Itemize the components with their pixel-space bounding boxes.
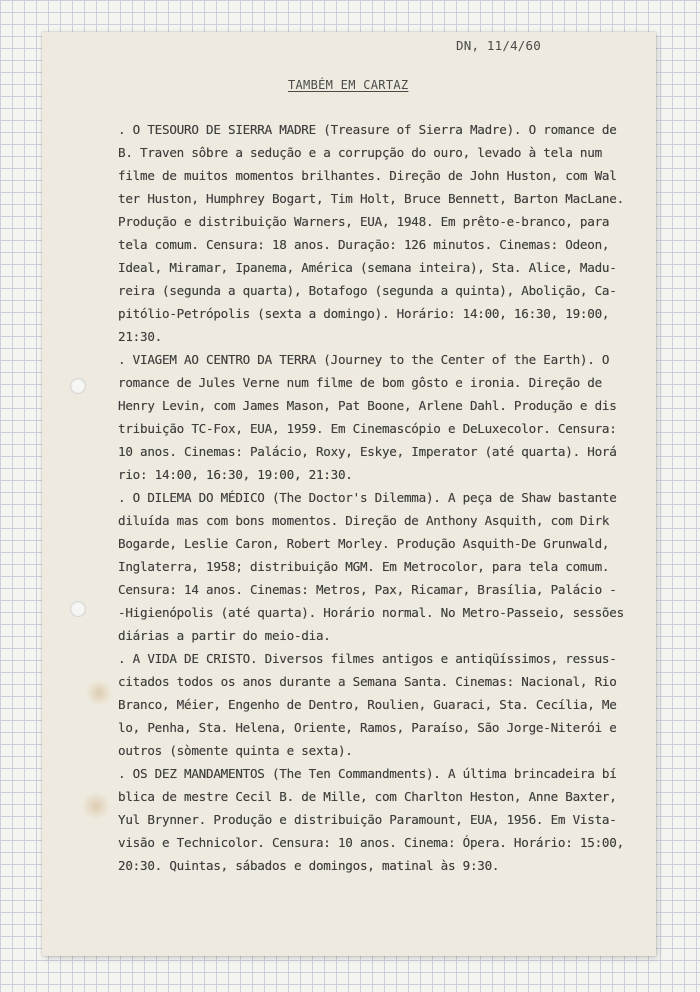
text-line: reira (segunda a quarta), Botafogo (segunda a quinta), Abolição, Ca- <box>118 283 617 298</box>
text-line: . O TESOURO DE SIERRA MADRE (Treasure of Sierra Madre). O romance de <box>118 122 617 137</box>
text-line: outros (sòmente quinta e sexta). <box>118 743 353 758</box>
text-line: visão e Technicolor. Censura: 10 anos. Cinema: Ópera. Horário: 15:00, <box>118 835 624 850</box>
text-line: Bogarde, Leslie Caron, Robert Morley. Produção Asquith-De Grunwald, <box>118 536 610 551</box>
text-line: Branco, Méier, Engenho de Dentro, Roulien, Guaraci, Sta. Cecília, Me <box>118 697 617 712</box>
paper-stain <box>86 680 112 706</box>
text-line: 20:30. Quintas, sábados e domingos, matinal às 9:30. <box>118 858 500 873</box>
text-line: 21:30. <box>118 329 162 344</box>
punch-hole <box>70 601 86 617</box>
punch-hole <box>70 378 86 394</box>
text-line: rio: 14:00, 16:30, 19:00, 21:30. <box>118 467 353 482</box>
text-line: tribuição TC-Fox, EUA, 1959. Em Cinemascópio e DeLuxecolor. Censura: <box>118 421 617 436</box>
text-line: Censura: 14 anos. Cinemas: Metros, Pax, Ricamar, Brasília, Palácio - <box>118 582 617 597</box>
text-line: pitólio-Petrópolis (sexta a domingo). Horário: 14:00, 16:30, 19:00, <box>118 306 610 321</box>
dateline: DN, 11/4/60 <box>456 38 541 53</box>
text-line: Inglaterra, 1958; distribuição MGM. Em Metrocolor, para tela comum. <box>118 559 610 574</box>
text-line: . A VIDA DE CRISTO. Diversos filmes antigos e antiqüíssimos, ressus- <box>118 651 617 666</box>
document-body <box>118 118 644 877</box>
text-line: Ideal, Miramar, Ipanema, América (semana inteira), Sta. Alice, Madu- <box>118 260 617 275</box>
text-line: Henry Levin, com James Mason, Pat Boone, Arlene Dahl. Produção e dis <box>118 398 617 413</box>
text-line: tela comum. Censura: 18 anos. Duração: 126 minutos. Cinemas: Odeon, <box>118 237 610 252</box>
text-line: Yul Brynner. Produção e distribuição Paramount, EUA, 1956. Em Vista- <box>118 812 617 827</box>
text-line: 10 anos. Cinemas: Palácio, Roxy, Eskye, Imperator (até quarta). Horá <box>118 444 617 459</box>
text-line: . O DILEMA DO MÉDICO (The Doctor's Dilemma). A peça de Shaw bastante <box>118 490 617 505</box>
paper-stain <box>82 792 110 820</box>
text-line: citados todos os anos durante a Semana Santa. Cinemas: Nacional, Rio <box>118 674 617 689</box>
text-line: blica de mestre Cecil B. de Mille, com Charlton Heston, Anne Baxter, <box>118 789 617 804</box>
text-line: . OS DEZ MANDAMENTOS (The Ten Commandments). A última brincadeira bí <box>118 766 617 781</box>
text-line: . VIAGEM AO CENTRO DA TERRA (Journey to the Center of the Earth). O <box>118 352 610 367</box>
text-line: B. Traven sôbre a sedução e a corrupção do ouro, levado à tela num <box>118 145 602 160</box>
text-line: romance de Jules Verne num filme de bom gôsto e ironia. Direção de <box>118 375 602 390</box>
text-line: Produção e distribuição Warners, EUA, 1948. Em prêto-e-branco, para <box>118 214 610 229</box>
text-line: diárias a partir do meio-dia. <box>118 628 331 643</box>
text-line: filme de muitos momentos brilhantes. Direção de John Huston, com Wal <box>118 168 617 183</box>
text-line: ter Huston, Humphrey Bogart, Tim Holt, Bruce Bennett, Barton MacLane. <box>118 191 624 206</box>
typewritten-page <box>42 32 656 956</box>
page-title: TAMBÉM EM CARTAZ <box>288 78 409 92</box>
text-line: diluída mas com bons momentos. Direção de Anthony Asquith, com Dirk <box>118 513 610 528</box>
text-line: lo, Penha, Sta. Helena, Oriente, Ramos, Paraíso, São Jorge-Niterói e <box>118 720 617 735</box>
text-line: -Higienópolis (até quarta). Horário normal. No Metro-Passeio, sessões <box>118 605 624 620</box>
